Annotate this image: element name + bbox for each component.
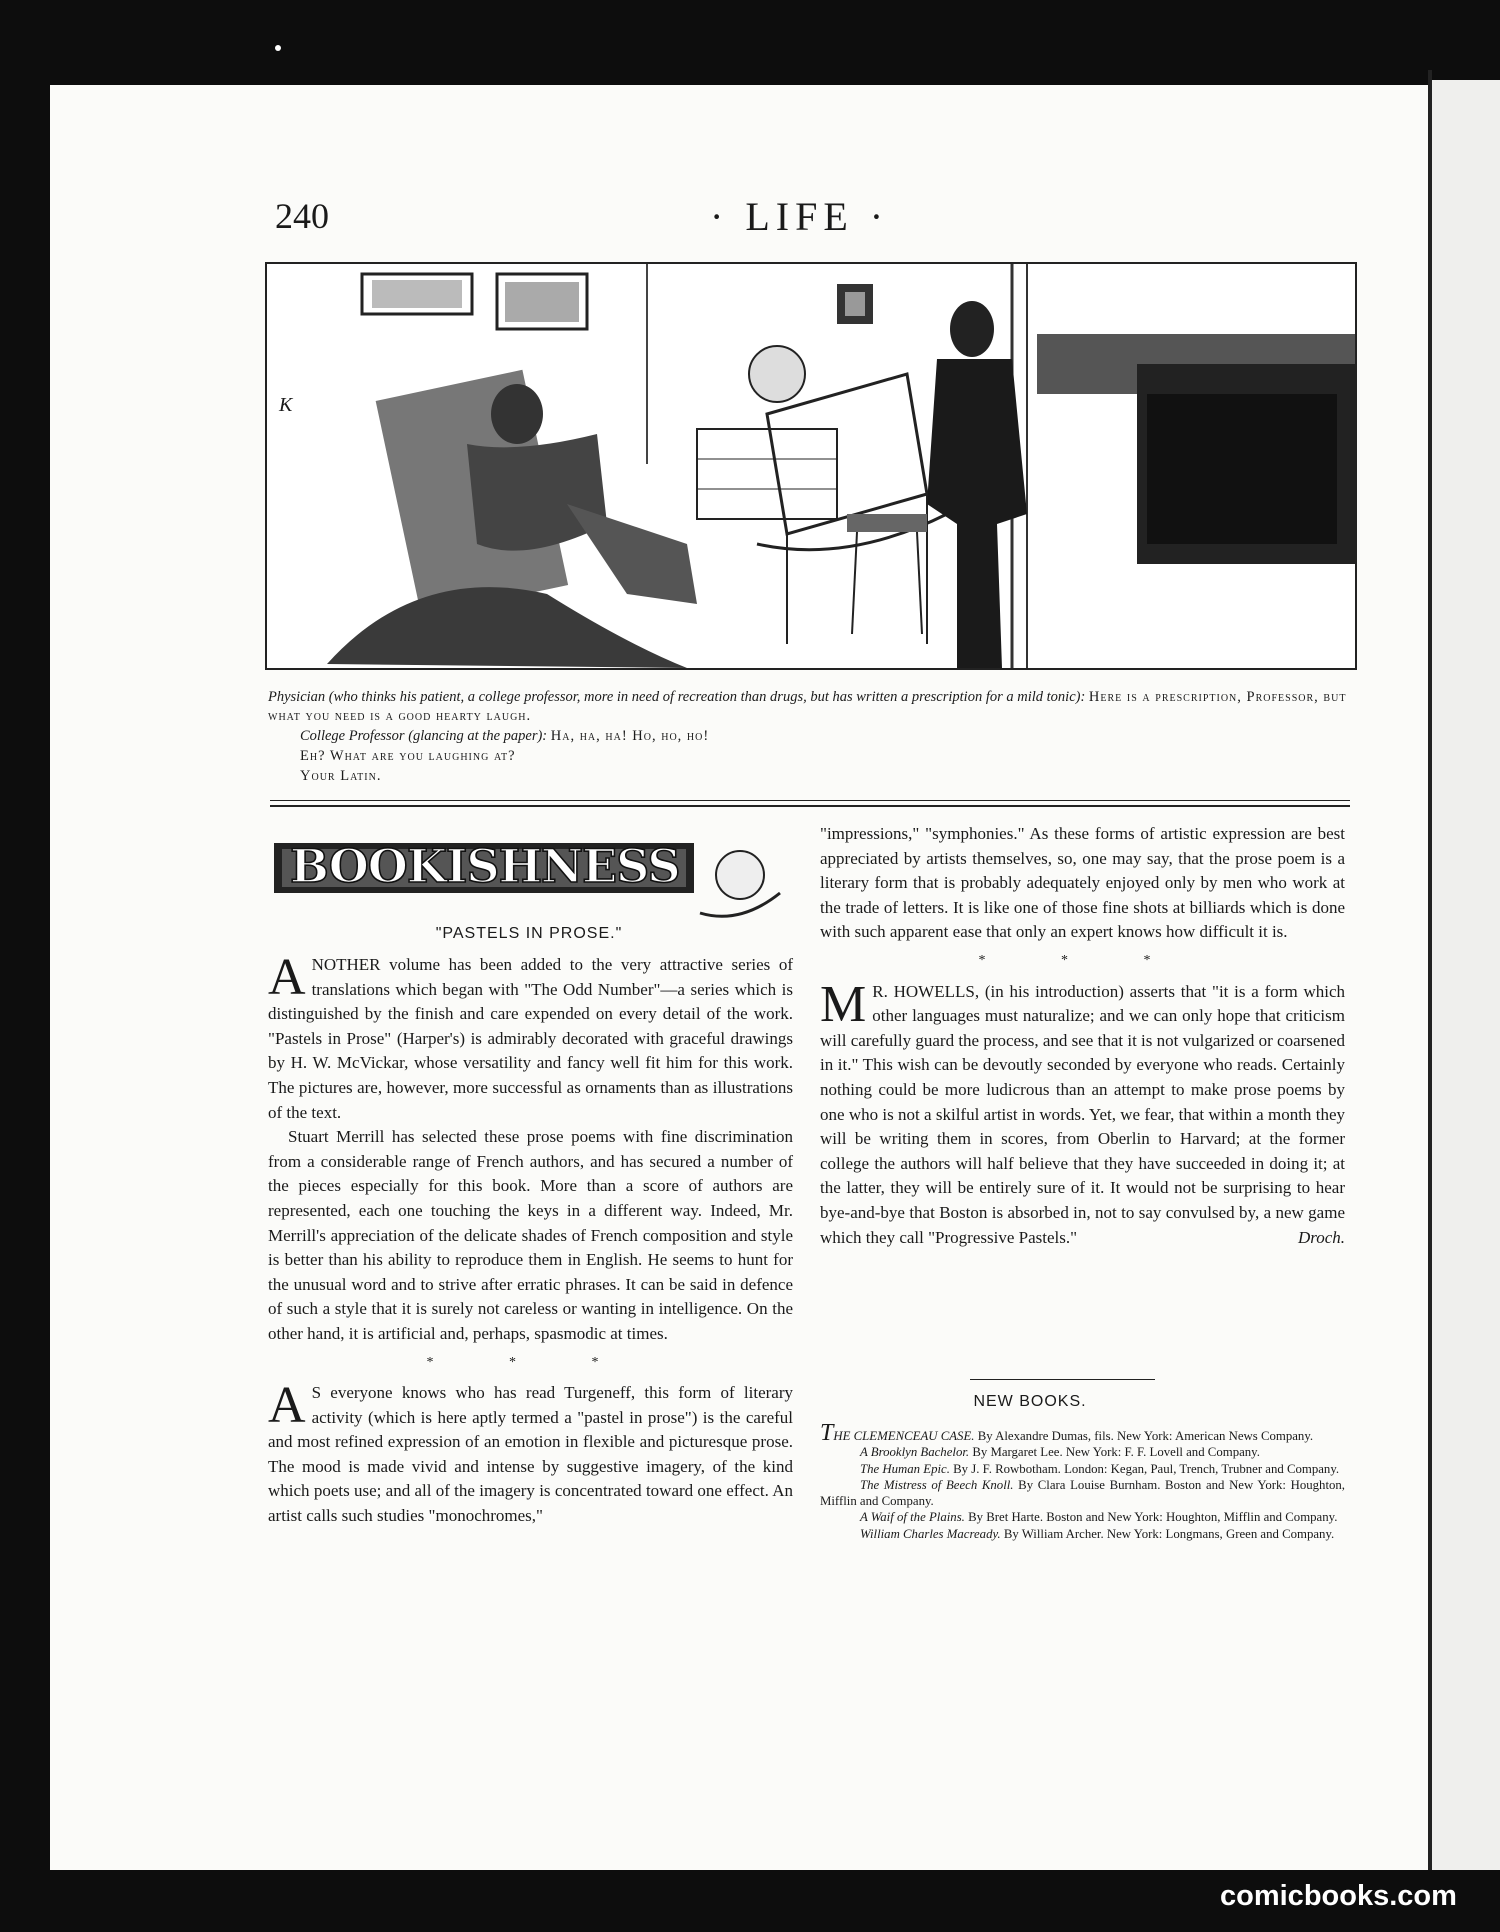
scan-speck [275,45,281,51]
book-entry [820,1509,1345,1525]
article-column-left [268,949,793,1529]
book-entry [820,1461,1345,1477]
book-details: By Clara Louise Burnham. Boston and New York: Houghton, Mifflin and Company. [820,1477,1345,1509]
drop-cap-a-2: A [268,1377,306,1435]
book-entry [820,1420,1345,1446]
book-first-letter: T [820,1420,834,1446]
caption-line-professor-2: Your Latin. [300,768,382,784]
facing-page-edge [1432,80,1500,1870]
divider-rule [270,800,1350,801]
paragraph-2: Stuart Merrill has selected these prose poems with fine discrimination from a considerable range of French authors, and has secured a number of the pieces especially for this book. More than a score of authors are represented, each one touching the keys in a different way. Indeed, Mr. Merrill's appreciation of the delicate shades of French composition and style is better than his ability to reproduce them in English. He seems to hunt for the unusual word and to strive after erratic phrases. It can be said in defence of such a style that it is surely not careless or wanting in intelligence. On the other hand, it is artificial and, perhaps, spasmodic at times. [268,1127,793,1343]
caption-speaker-professor: College Professor (glancing at the paper): [300,728,548,744]
section-stars: * * * [426,1354,635,1370]
book-title: HE CLEMENCEAU CASE. [833,1429,975,1443]
paragraph-1: NOTHER volume has been added to the very attractive series of translations which began with "The Odd Number"—a series which is distinguished by the finish and care expended on every detail of the work. "Pastels in Prose" (Harper's) is admirably decorated with graceful drawings by H. W. McVickar, whose versatility and fancy well fit him for this work. The pictures are, however, more successful as ornaments than as illustrations of the text. [268,955,793,1122]
cartoon-illustration [265,262,1357,670]
book-entry [820,1526,1345,1542]
bookishness-banner [270,833,788,925]
artist-signature: K [279,394,293,416]
article-column-right [820,822,1345,1250]
book-title: A Waif of the Plains. [860,1510,965,1525]
paragraph-3: S everyone knows who has read Turgeneff, this form of literary activity (which is here aptly termed a "pastel in prose") is the careful and most refined expression of an emotion in flexible and picturesque prose. The mood is made vivid and intense by suggestive imagery, of the kind which poets use; and all of the imagery is concentrated toward one effect. An artist calls such studies "monochromes," [268,1383,793,1526]
divider-rule-double [270,805,1350,807]
caption-line-physician-2: Eh? What are you laughing at? [300,748,516,764]
author-signature: Droch. [1297,1227,1345,1247]
article-subtitle: "PASTELS IN PROSE." [435,925,623,942]
banner-title: BOOKISHNESS [290,839,680,893]
section-rule [970,1379,1155,1380]
paragraph-4: "impressions," "symphonies." As these forms of artistic expression are best appreciated by artists themselves, so, one may say, that the prose poem is a literary form that is probably adequately enjoyed only by men who work at the trade of letters. It is like one of those fine shots at billiards which is done with such apparent ease that only an expert knows how difficult it is. [820,824,1345,942]
book-title: A Brooklyn Bachelor. [860,1445,970,1460]
section-stars-2: * * * [978,952,1187,968]
drop-cap-a: A [268,949,306,1006]
new-books-list [820,1420,1345,1542]
book-title: The Human Epic. [860,1461,950,1476]
book-title: William Charles Macready. [860,1526,1001,1541]
magazine-title: · LIFE · [710,194,890,239]
caption-speaker-physician: Physician (who thinks his patient, a college professor, more in need of recreation than drugs, but has written a prescription for a mild tonic): [268,689,1086,705]
cartoon-drawing [267,264,1355,668]
drop-cap-m: M [820,975,867,1033]
book-details: By J. F. Rowbotham. London: Kegan, Paul, Trench, Trubner and Company. [953,1461,1340,1476]
book-details: By Bret Harte. Boston and New York: Houghton, Mifflin and Company. [968,1510,1338,1525]
book-entry [820,1444,1345,1460]
book-details: By William Archer. New York: Longmans, Green and Company. [1003,1526,1335,1541]
paragraph-5: R. HOWELLS, (in his introduction) asserts that "it is a form which other languages must naturalize; and we can only hope that criticism will carefully guard the process, and see that it is not vulgarized or coarsened in it." This wish can be devoutly seconded by everyone who reads. Certainly nothing could be more ludicrous than an attempt to make prose poems by one who is not a skilful artist in words. Yet, we fear, that within a month they will be writing them in scores, from Oberlin to Harvard; at the former college the authors will half believe that they have succeeded in doing it; at the latter, they will be entirely sure of it. It would not be surprising to hear bye-and-bye that Boston is absorbed in, not to say convulsed by, a new game which they call "Progressive Pastels." [820,981,1345,1247]
page-number: 240 [275,196,329,236]
caption-line-physician: Here is a prescription, Professor, but what you need is a good hearty laugh. [268,689,1347,724]
book-title: The Mistress of Beech Knoll. [860,1477,1014,1492]
book-entry [820,1477,1345,1510]
site-watermark: comicbooks.com [1220,1880,1457,1912]
book-details: By Margaret Lee. New York: F. F. Lovell and Company. [972,1445,1260,1460]
cartoon-caption [268,688,1348,787]
new-books-heading: NEW BOOKS. [973,1393,1087,1410]
caption-line-professor: Ha, ha, ha! Ho, ho, ho! [550,728,710,744]
book-details: By Alexandre Dumas, fils. New York: American News Company. [977,1429,1314,1443]
